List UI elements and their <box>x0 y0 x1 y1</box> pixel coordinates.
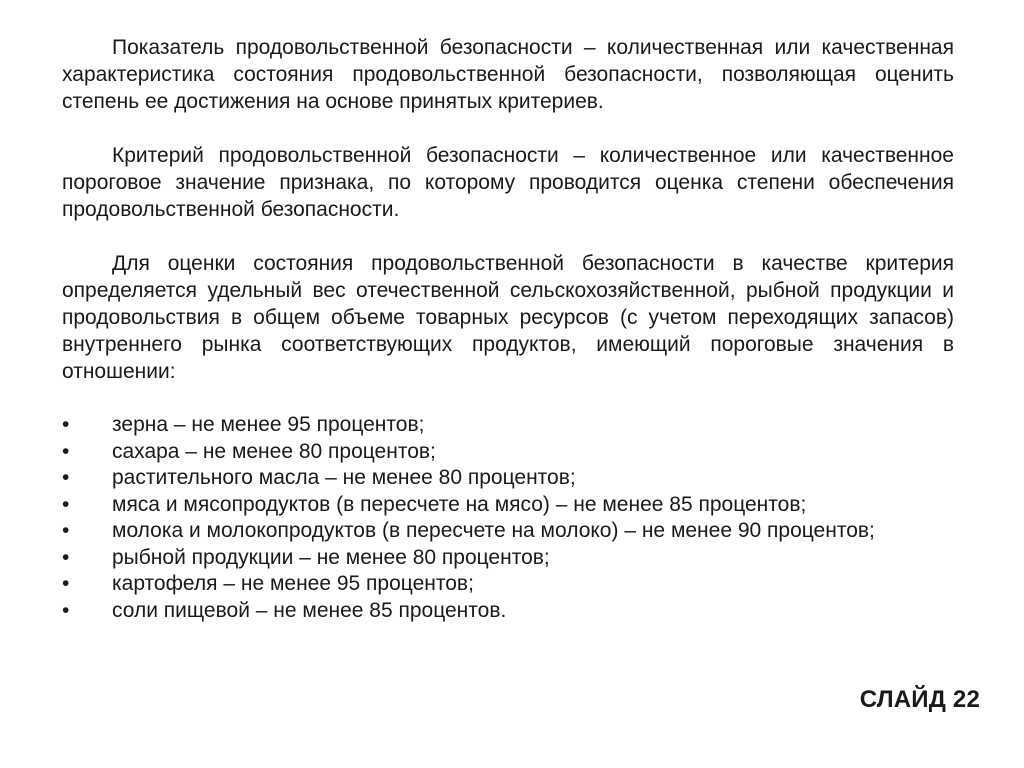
bullet-icon: • <box>62 492 70 516</box>
list-item <box>62 518 954 545</box>
slide-number-label: СЛАЙД 22 <box>859 686 980 713</box>
slide-content <box>62 34 954 624</box>
bullet-icon: • <box>62 598 70 622</box>
bullet-icon: • <box>62 439 70 463</box>
list-item-text: растительного масла – не менее 80 процентов; <box>112 466 576 489</box>
bullet-icon: • <box>62 572 70 595</box>
assessment-criterion-paragraph: Для оценки состояния продовольственной безопасности в качестве критерия определяется удельный вес отечественной сельскохозяйственной, рыбной продукции и продовольствия в общем объеме товарных ресурсов (с учетом переходящих запасов) внутреннего рынка соответствующих продуктов, имеющий пороговые значения в отношении: <box>62 252 954 383</box>
list-item <box>62 439 954 466</box>
list-item-text: молока и молокопродуктов (в пересчете на молоко) – не менее 90 процентов; <box>112 519 875 542</box>
bullet-icon: • <box>62 545 70 569</box>
definition-criterion-paragraph: Критерий продовольственной безопасности – количественное или качественное пороговое значение признака, по которому проводится оценка степени обеспечения продовольственной безопасности. <box>62 144 954 221</box>
list-item-text: мяса и мясопродуктов (в пересчете на мясо) – не менее 85 процентов; <box>112 492 807 516</box>
list-item-text: соли пищевой – не менее 85 процентов. <box>112 598 507 622</box>
list-item <box>62 545 954 572</box>
list-item <box>62 465 954 492</box>
bullet-icon: • <box>62 413 70 436</box>
list-item-text: рыбной продукции – не менее 80 процентов; <box>112 545 550 569</box>
definition-indicator-paragraph: Показатель продовольственной безопасности – количественная или качественная характеристика состояния продовольственной безопасности, позволяющая оценить степень ее достижения на основе принятых критериев. <box>62 36 954 113</box>
list-item <box>62 492 954 519</box>
list-item-text: картофеля – не менее 95 процентов; <box>112 572 474 595</box>
list-item <box>62 571 954 598</box>
list-item <box>62 598 954 625</box>
bullet-icon: • <box>62 519 70 542</box>
thresholds-list <box>62 412 954 624</box>
list-item-text: сахара – не менее 80 процентов; <box>112 439 436 463</box>
list-item <box>62 412 954 439</box>
bullet-icon: • <box>62 466 70 489</box>
list-item-text: зерна – не менее 95 процентов; <box>112 413 425 436</box>
